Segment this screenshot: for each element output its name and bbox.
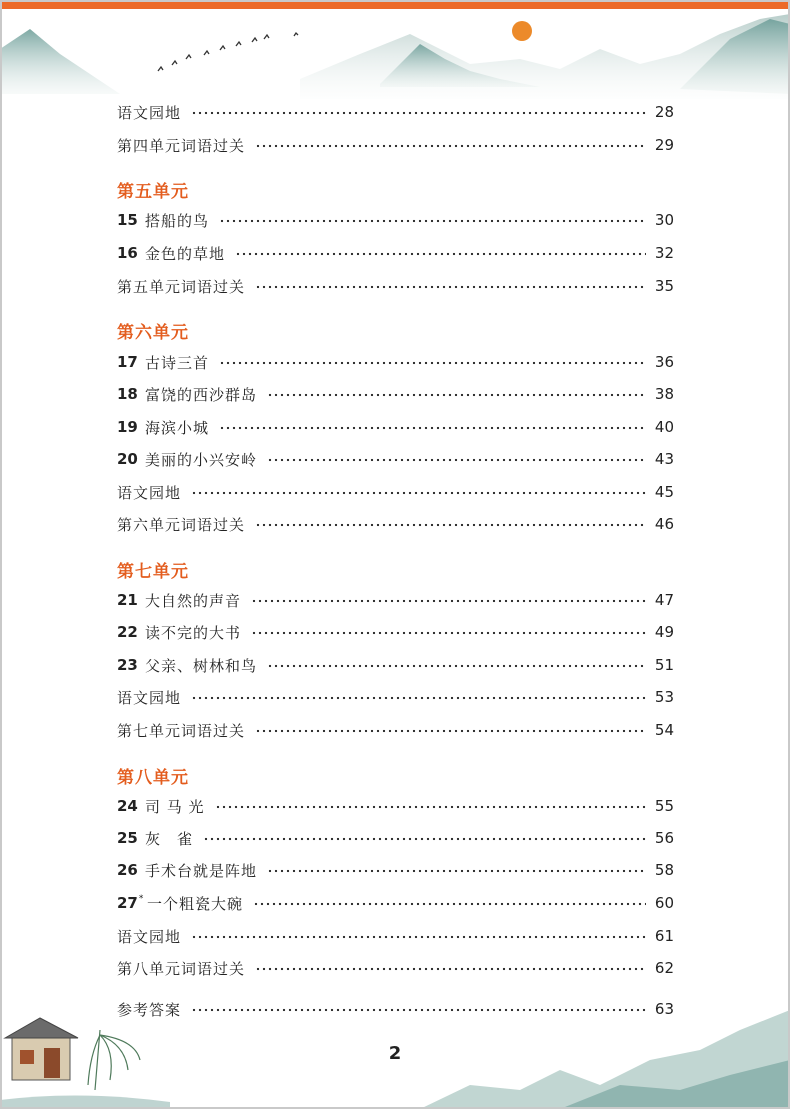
leader-dots — [255, 523, 646, 527]
leader-dots — [255, 285, 646, 289]
leader-dots — [219, 361, 646, 365]
toc-entry-title: 第七单元词语过关 — [117, 721, 246, 740]
toc-entry[interactable] — [117, 101, 674, 123]
toc-entry-page: 63 — [654, 1000, 674, 1018]
lesson-number — [117, 894, 144, 912]
lesson-page: 60 — [654, 894, 674, 912]
lesson-title: 美丽的小兴安岭 — [145, 450, 258, 469]
lesson-number-value: 27 — [117, 894, 138, 912]
lesson-number: 19 — [117, 418, 138, 436]
toc-lesson-entry[interactable] — [117, 827, 674, 849]
leader-dots — [267, 458, 646, 462]
toc-entry-page: 53 — [654, 688, 674, 706]
leader-dots — [191, 1008, 646, 1012]
toc-entry[interactable] — [117, 719, 674, 741]
lesson-title: 大自然的声音 — [145, 591, 242, 610]
lesson-page: 32 — [654, 244, 674, 262]
toc-entry-page: 28 — [654, 103, 674, 121]
lesson-page: 40 — [654, 418, 674, 436]
leader-dots — [255, 967, 646, 971]
toc-entry-page: 29 — [654, 136, 674, 154]
toc-entry-title: 第五单元词语过关 — [117, 277, 246, 296]
toc-entry-page: 54 — [654, 721, 674, 739]
page-number: 2 — [388, 1043, 402, 1064]
unit-heading: 第六单元 — [117, 323, 189, 343]
toc-entry-answers[interactable] — [117, 998, 674, 1020]
leader-dots — [253, 902, 646, 906]
leader-dots — [251, 599, 646, 603]
toc-lesson-entry[interactable] — [117, 795, 674, 817]
lesson-title: 手术台就是阵地 — [145, 861, 258, 880]
toc-entry-page: 62 — [654, 959, 674, 977]
leader-dots — [219, 219, 646, 223]
toc-entry-title: 第六单元词语过关 — [117, 515, 246, 534]
lesson-page: 49 — [654, 623, 674, 641]
toc-entry-title: 参考答案 — [117, 1000, 182, 1019]
leader-dots — [235, 252, 646, 256]
optional-lesson-mark: * — [138, 894, 144, 904]
toc-entry-title: 语文园地 — [117, 483, 182, 502]
lesson-page: 56 — [654, 829, 674, 847]
toc-lesson-entry[interactable] — [117, 209, 674, 231]
lesson-page: 58 — [654, 861, 674, 879]
toc-entry-page: 45 — [654, 483, 674, 501]
toc-entry[interactable] — [117, 957, 674, 979]
toc-entry-title: 语文园地 — [117, 927, 182, 946]
unit-heading: 第八单元 — [117, 768, 189, 788]
lesson-page: 36 — [654, 353, 674, 371]
lesson-page: 30 — [654, 211, 674, 229]
toc-entry[interactable] — [117, 686, 674, 708]
leader-dots — [191, 696, 646, 700]
lesson-page: 51 — [654, 656, 674, 674]
lesson-number: 16 — [117, 244, 138, 262]
toc-lesson-entry[interactable] — [117, 383, 674, 405]
lesson-title: 读不完的大书 — [145, 623, 242, 642]
toc-entry[interactable] — [117, 481, 674, 503]
toc-entry-title: 第四单元词语过关 — [117, 136, 246, 155]
leader-dots — [191, 935, 646, 939]
lesson-number: 17 — [117, 353, 138, 371]
lesson-title: 金色的草地 — [145, 244, 226, 263]
toc-lesson-entry[interactable] — [117, 892, 674, 914]
toc-lesson-entry[interactable] — [117, 351, 674, 373]
lesson-number: 26 — [117, 861, 138, 879]
unit-heading: 第五单元 — [117, 182, 189, 202]
toc-lesson-entry[interactable] — [117, 416, 674, 438]
lesson-number: 24 — [117, 797, 138, 815]
leader-dots — [255, 144, 646, 148]
lesson-page: 43 — [654, 450, 674, 468]
leader-dots — [215, 805, 646, 809]
lesson-title: 父亲、树林和鸟 — [145, 656, 258, 675]
toc-lesson-entry[interactable] — [117, 654, 674, 676]
leader-dots — [267, 393, 646, 397]
lesson-page: 55 — [654, 797, 674, 815]
lesson-title: 搭船的鸟 — [145, 211, 210, 230]
toc-entry-title: 语文园地 — [117, 103, 182, 122]
lesson-title: 司 马 光 — [145, 797, 205, 816]
leader-dots — [255, 729, 646, 733]
lesson-number: 25 — [117, 829, 138, 847]
lesson-number: 21 — [117, 591, 138, 609]
lesson-page: 38 — [654, 385, 674, 403]
lesson-title: 海滨小城 — [145, 418, 210, 437]
lesson-title: 古诗三首 — [145, 353, 210, 372]
toc-entry[interactable] — [117, 134, 674, 156]
leader-dots — [251, 631, 646, 635]
toc-entry[interactable] — [117, 513, 674, 535]
toc-entry[interactable] — [117, 275, 674, 297]
toc-lesson-entry[interactable] — [117, 242, 674, 264]
toc-lesson-entry[interactable] — [117, 859, 674, 881]
toc-entry-page: 35 — [654, 277, 674, 295]
leader-dots — [191, 111, 646, 115]
toc-entry-title: 第八单元词语过关 — [117, 959, 246, 978]
leader-dots — [267, 664, 646, 668]
toc-lesson-entry[interactable] — [117, 589, 674, 611]
lesson-number: 15 — [117, 211, 138, 229]
toc-entry-page: 61 — [654, 927, 674, 945]
toc-lesson-entry[interactable] — [117, 448, 674, 470]
leader-dots — [191, 491, 646, 495]
lesson-number: 23 — [117, 656, 138, 674]
toc-entry-title: 语文园地 — [117, 688, 182, 707]
leader-dots — [203, 837, 646, 841]
lesson-number: 18 — [117, 385, 138, 403]
unit-heading: 第七单元 — [117, 562, 189, 582]
toc-entry[interactable] — [117, 925, 674, 947]
toc-entry-page: 46 — [654, 515, 674, 533]
lesson-title: 一个粗瓷大碗 — [147, 894, 244, 913]
lesson-page: 47 — [654, 591, 674, 609]
lesson-title: 富饶的西沙群岛 — [145, 385, 258, 404]
lesson-number: 20 — [117, 450, 138, 468]
leader-dots — [219, 426, 646, 430]
toc-lesson-entry[interactable] — [117, 621, 674, 643]
lesson-number: 22 — [117, 623, 138, 641]
leader-dots — [267, 869, 646, 873]
lesson-title: 灰 雀 — [145, 829, 194, 848]
